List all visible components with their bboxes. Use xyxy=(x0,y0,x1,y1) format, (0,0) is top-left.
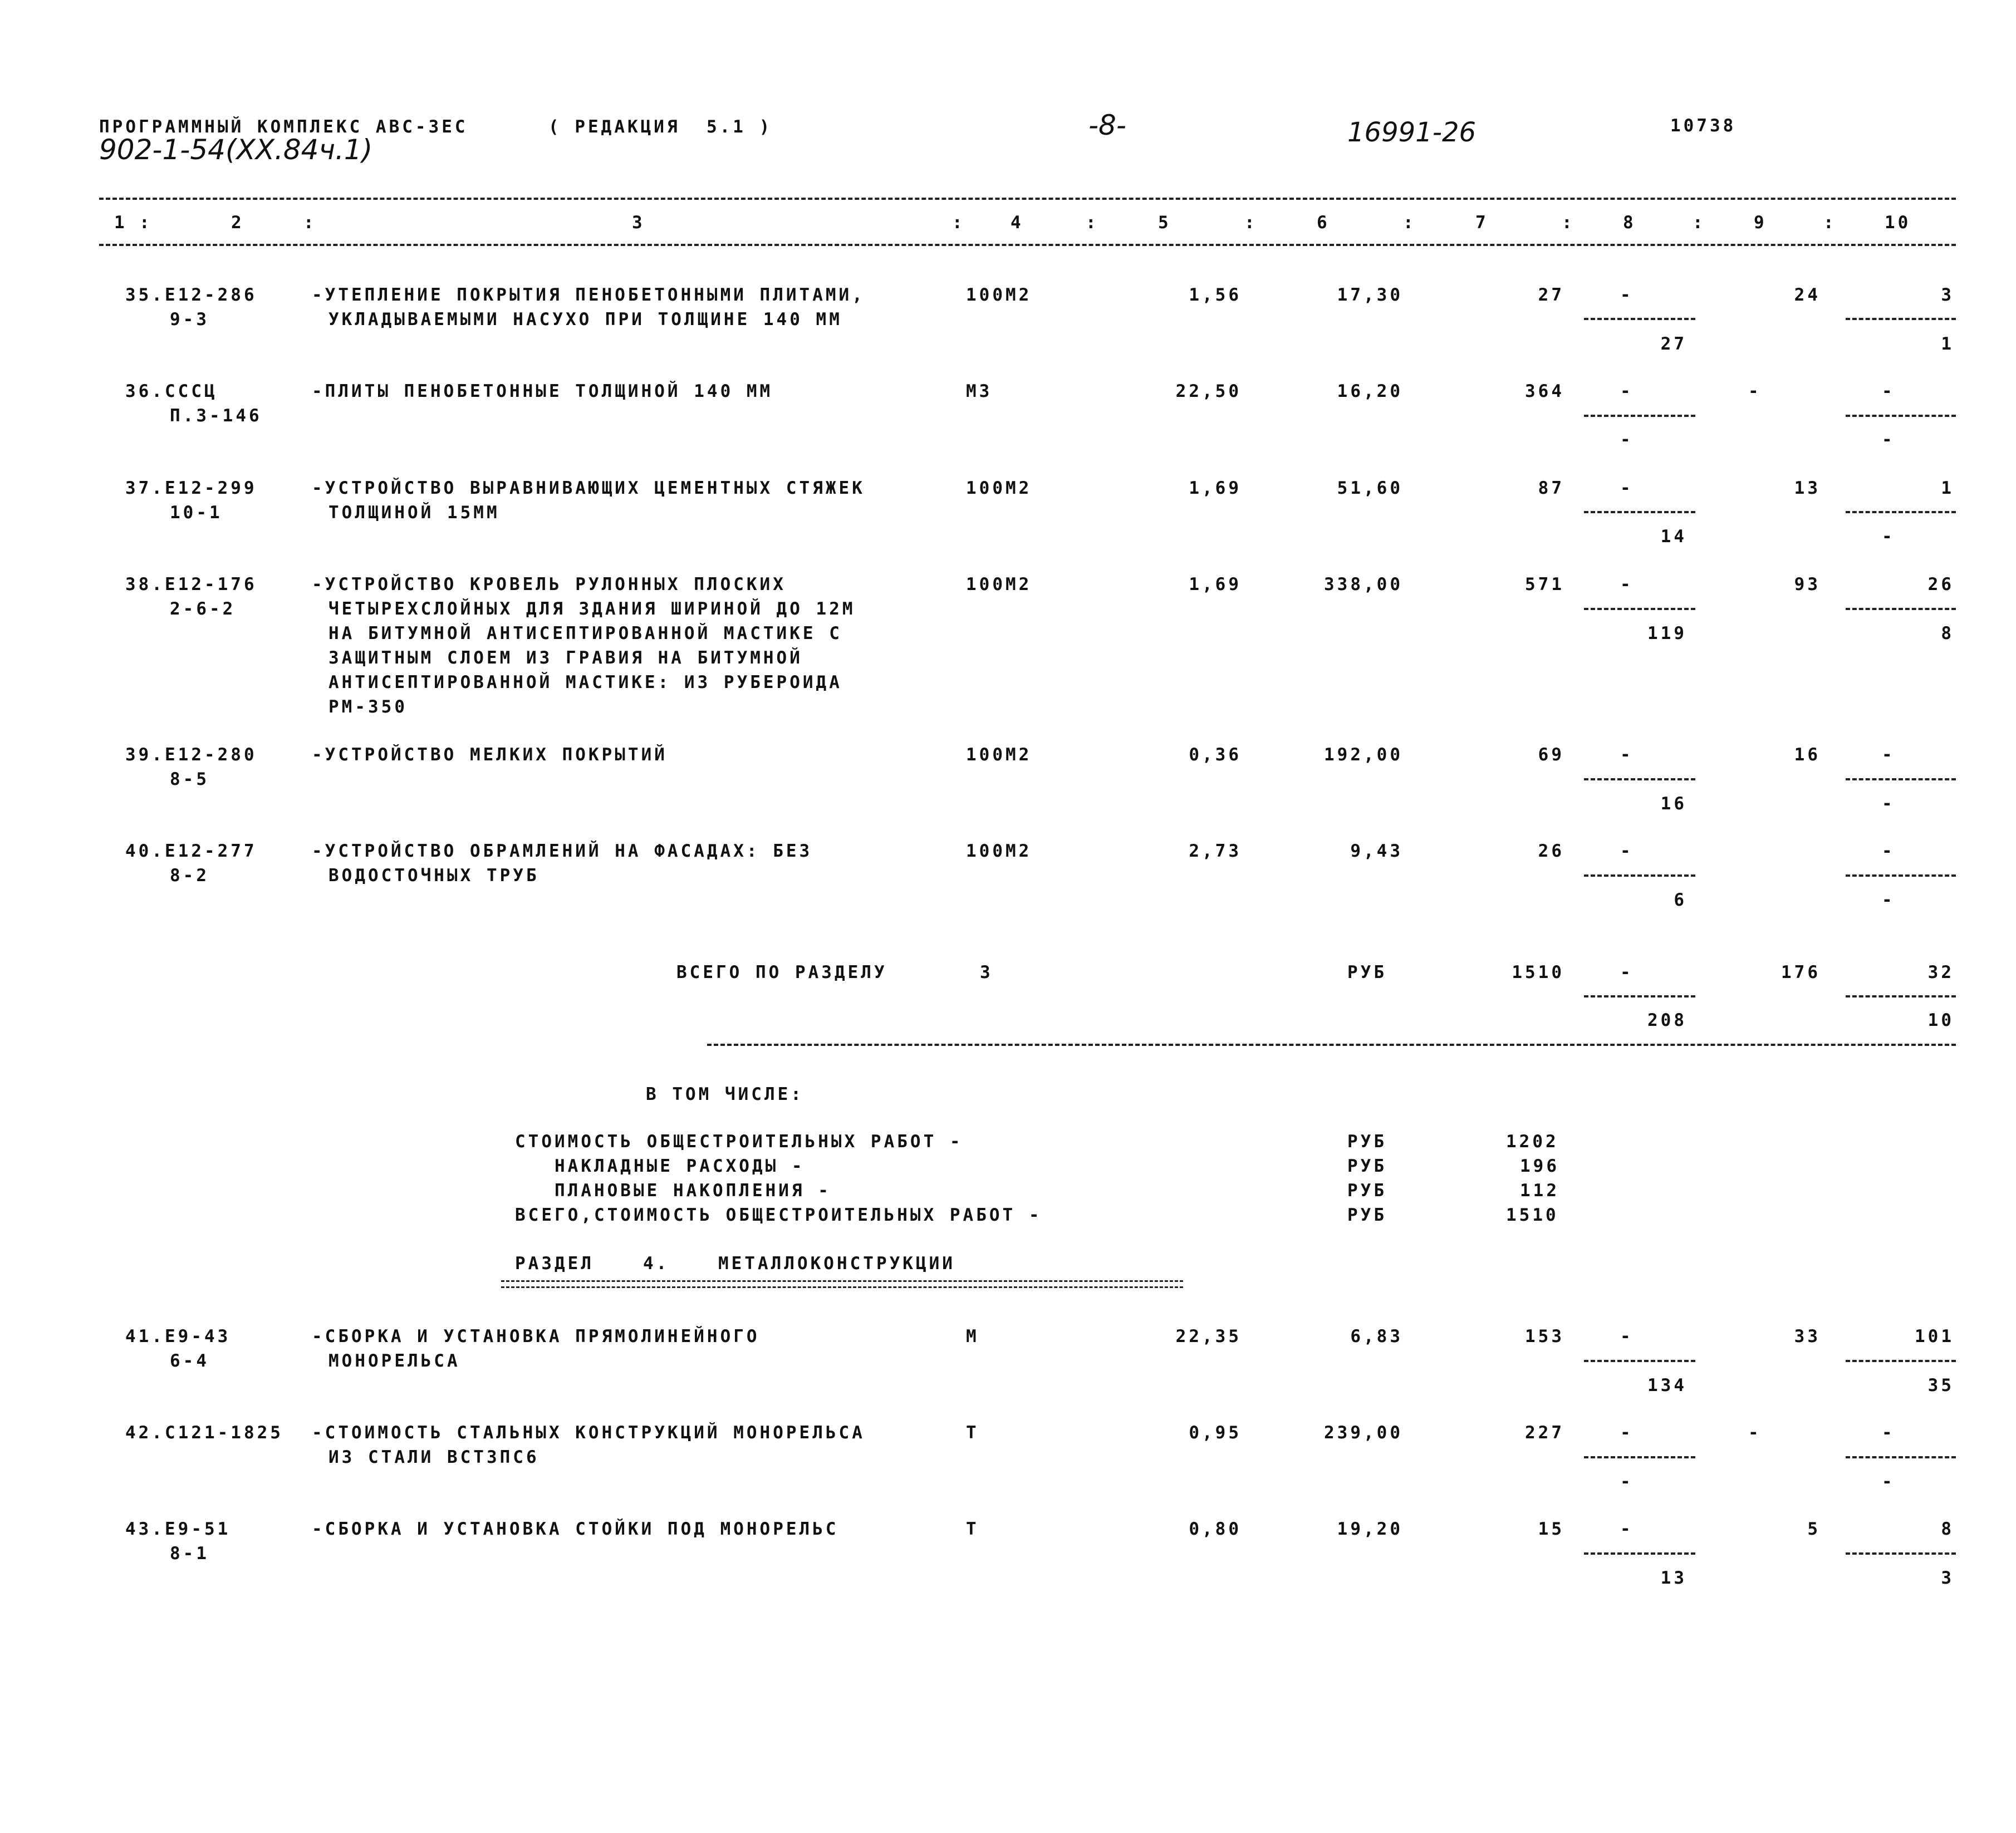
row-c8-bottom: - xyxy=(1620,430,1634,450)
code-number: 10738 xyxy=(1670,116,1737,136)
breakdown-value: 1202 xyxy=(1506,1132,1559,1152)
cell-divider xyxy=(1584,995,1695,997)
row-c8-bottom: 6 xyxy=(1674,890,1687,910)
row-c10-top: 1 xyxy=(1941,478,1954,498)
col-5: 5 xyxy=(1158,213,1171,233)
row-total: 69 xyxy=(1538,745,1564,765)
row-description: -ПЛИТЫ ПЕНОБЕТОННЫЕ ТОЛЩИНОЙ 140 ММ xyxy=(312,381,773,401)
row-description: МОНОРЕЛЬСА xyxy=(328,1351,460,1371)
row-total: 26 xyxy=(1538,841,1564,861)
cell-divider xyxy=(1846,608,1956,610)
cell-divider xyxy=(1846,995,1956,997)
col-1: 1 xyxy=(114,213,127,233)
row-c10-bottom: - xyxy=(1882,430,1895,450)
row-c9: - xyxy=(1748,1423,1762,1443)
row-price: 51,60 xyxy=(1337,478,1403,498)
row-quantity: 2,73 xyxy=(1189,841,1242,861)
row-c8-top: - xyxy=(1620,478,1634,498)
row-total: 153 xyxy=(1525,1326,1564,1347)
row-description: -УСТРОЙСТВО ВЫРАВНИВАЮЩИХ ЦЕМЕНТНЫХ СТЯЖЕК xyxy=(312,478,865,498)
section-total-label: ВСЕГО ПО РАЗДЕЛУ xyxy=(676,962,887,982)
col-9: 9 xyxy=(1754,213,1767,233)
breakdown-title: В ТОМ ЧИСЛЕ: xyxy=(646,1084,804,1104)
row-unit: 100М2 xyxy=(966,478,1032,498)
row-description: НА БИТУМНОЙ АНТИСЕПТИРОВАННОЙ МАСТИКЕ С xyxy=(328,623,842,643)
row-code: 35.Е12-286 xyxy=(125,285,257,305)
row-c10-top: - xyxy=(1882,1423,1895,1443)
row-unit: 100М2 xyxy=(966,841,1032,861)
row-quantity: 1,69 xyxy=(1189,574,1242,594)
row-c8-top: - xyxy=(1620,1423,1634,1443)
cell-divider xyxy=(1846,318,1956,320)
cell-divider xyxy=(1846,778,1956,780)
col-3: 3 xyxy=(632,213,645,233)
row-total: 227 xyxy=(1525,1423,1564,1443)
row-c10-top: 101 xyxy=(1915,1326,1954,1347)
cell-divider xyxy=(1846,1456,1956,1458)
row-c10-top: - xyxy=(1882,841,1895,861)
row-c10-top: 8 xyxy=(1941,1519,1954,1539)
row-code: 36.СССЦ xyxy=(125,381,218,401)
section-total-value: 1510 xyxy=(1512,962,1564,982)
row-c8-bottom: - xyxy=(1620,1472,1634,1492)
row-c10-bottom: - xyxy=(1882,527,1895,547)
breakdown-value: 112 xyxy=(1520,1181,1559,1201)
row-description: -СТОИМОСТЬ СТАЛЬНЫХ КОНСТРУКЦИЙ МОНОРЕЛЬСА xyxy=(312,1423,865,1443)
document-number: 16991-26 xyxy=(1347,117,1477,148)
row-quantity: 1,69 xyxy=(1189,478,1242,498)
row-price: 6,83 xyxy=(1350,1326,1403,1347)
row-c8-bottom: 119 xyxy=(1647,623,1687,643)
section-heading-label: РАЗДЕЛ xyxy=(515,1254,594,1274)
row-c10-bottom: - xyxy=(1882,1472,1895,1492)
header-rule-top xyxy=(99,198,1956,200)
row-c10-bottom: - xyxy=(1882,794,1895,814)
row-description: УКЛАДЫВАЕМЫМИ НАСУХО ПРИ ТОЛЩИНЕ 140 ММ xyxy=(328,309,842,330)
cell-divider xyxy=(1584,415,1695,417)
row-price: 338,00 xyxy=(1324,574,1403,594)
row-c8-bottom: 16 xyxy=(1660,794,1687,814)
row-subcode: 10-1 xyxy=(170,503,223,523)
row-c9: 93 xyxy=(1794,574,1821,594)
row-code: 37.Е12-299 xyxy=(125,478,257,498)
row-description: ТОЛЩИНОЙ 15ММ xyxy=(328,503,500,523)
row-subcode: 2-6-2 xyxy=(170,599,236,619)
row-c10-bottom: - xyxy=(1882,890,1895,910)
row-subcode: 8-1 xyxy=(170,1544,209,1564)
row-description: -УТЕПЛЕНИЕ ПОКРЫТИЯ ПЕНОБЕТОННЫМИ ПЛИТАМИ, xyxy=(312,285,865,305)
cell-divider xyxy=(1584,608,1695,610)
row-unit: 100М2 xyxy=(966,745,1032,765)
section-c8-top: - xyxy=(1620,962,1634,982)
cell-divider xyxy=(1584,1552,1695,1555)
cell-divider xyxy=(1846,1552,1956,1555)
row-c10-bottom: 35 xyxy=(1927,1375,1954,1395)
section-c9: 176 xyxy=(1781,962,1821,982)
row-c10-top: - xyxy=(1882,745,1895,765)
breakdown-label: ПЛАНОВЫЕ НАКОПЛЕНИЯ - xyxy=(515,1181,831,1201)
row-description: -УСТРОЙСТВО МЕЛКИХ ПОКРЫТИЙ xyxy=(312,745,668,765)
edition: ( РЕДАКЦИЯ 5.1 ) xyxy=(548,117,773,137)
cell-divider xyxy=(1846,511,1956,513)
cell-divider xyxy=(1584,1456,1695,1458)
row-description: -УСТРОЙСТВО ОБРАМЛЕНИЙ НА ФАСАДАХ: БЕЗ xyxy=(312,841,813,861)
breakdown-label: ВСЕГО,СТОИМОСТЬ ОБЩЕСТРОИТЕЛЬНЫХ РАБОТ - xyxy=(515,1205,1042,1225)
breakdown-value: 196 xyxy=(1520,1156,1559,1176)
row-unit: 100М2 xyxy=(966,285,1032,305)
row-subcode: 9-3 xyxy=(170,309,209,330)
row-price: 239,00 xyxy=(1324,1423,1403,1443)
cell-divider xyxy=(1846,874,1956,877)
row-total: 364 xyxy=(1525,381,1564,401)
section-heading-title: МЕТАЛЛОКОНСТРУКЦИИ xyxy=(718,1254,955,1274)
col-8: 8 xyxy=(1623,213,1636,233)
row-code: 40.Е12-277 xyxy=(125,841,257,861)
row-description: ЧЕТЫРЕХСЛОЙНЫХ ДЛЯ ЗДАНИЯ ШИРИНОЙ ДО 12М xyxy=(328,599,856,619)
estimate-page: ПРОГРАММНЫЙ КОМПЛЕКС АВС-3ЕС ( РЕДАКЦИЯ 5.1 ) 902-1-54(ХХ.84ч.1) -8- 16991-26 10738 1 2 3 4 5 6 7 8 9 10 : : : : : : : : : 35.Е12-286 9-3 -УТЕПЛЕНИЕ ПОКРЫТИЯ ПЕНОБЕТОННЫМИ ПЛИТАМИ, УКЛАДЫВАЕМЫМИ НАСУХО ПРИ ТОЛЩИНЕ 140 ММ 100М2 1,56 17,30 27 - 27 24 3 1 36.СССЦ П.3-146 -ПЛИТЫ ПЕНОБЕТОННЫЕ ТОЛЩИНОЙ 140 ММ М3 22,50 16,20 364 - - - - - 37.Е12-299 10-1 -УСТРОЙСТВО ВЫРАВНИВАЮЩИХ ЦЕМЕНТНЫХ СТЯЖЕК ТОЛЩИНОЙ 15ММ 100М2 1,69 51,60 87 - 14 13 1 - 38.Е12-176 2-6-2 -УСТРОЙСТВО КРОВЕЛЬ РУЛОННЫХ ПЛОСКИХ ЧЕТЫРЕХСЛОЙНЫХ ДЛЯ ЗДАНИЯ ШИРИНОЙ ДО 12М НА БИТУМНОЙ АНТИСЕПТИРОВАННОЙ МАСТИКЕ С ЗАЩИТНЫМ СЛОЕМ ИЗ ГРАВИЯ НА БИТУМНОЙ АНТИСЕПТИРОВАННОЙ МАСТИКЕ: ИЗ РУБЕРОИДА РМ-350 100М2 1,69 338,00 571 - 119 93 26 8 39.Е12-280 8-5 -УСТРОЙСТВО МЕЛКИХ ПОКРЫТИЙ 100М2 0,36 192,00 69 - 16 16 - - 40.Е12-277 8-2 -УСТРОЙСТВО ОБРАМЛЕНИЙ НА ФАСАДАХ: БЕЗ ВОДОСТОЧНЫХ ТРУБ 100М2 2,73 9,43 26 - 6 - - ВСЕГО ПО РАЗДЕЛУ 3 РУБ 1510 - 208 176 32 10 В ТОМ ЧИСЛЕ: СТОИМОСТЬ ОБЩЕСТРОИТЕЛЬНЫХ РАБОТ - РУБ 1202 НАКЛАДНЫЕ РАСХОДЫ - РУБ 196 ПЛАНОВЫЕ НАКОПЛЕНИЯ - РУБ 112 ВСЕГО,СТОИМОСТЬ ОБЩЕСТРОИТЕЛЬНЫХ РАБОТ - РУБ 1510 РАЗДЕЛ 4. МЕТАЛЛОКОНСТРУКЦИИ 41.Е9-43 6-4 -СБОРКА И УСТАНОВКА ПРЯМОЛИНЕЙНОГО МОНОРЕЛЬСА М 22,35 6,83 153 - 134 33 101 35 42.С121-1825 -СТОИМОСТЬ СТАЛЬНЫХ КОНСТРУКЦИЙ МОНОРЕЛЬСА ИЗ СТАЛИ ВСТ3ПС6 Т 0,95 239,00 227 - - - - - 43.Е9-51 8-1 -СБОРКА И УСТАНОВКА СТОЙКИ ПОД МОНОРЕЛЬС Т 0,80 19,20 15 - 13 5 8 3 xyxy=(0,0,2016,1833)
cell-divider xyxy=(1584,1360,1695,1362)
row-unit: Т xyxy=(966,1423,979,1443)
row-description: АНТИСЕПТИРОВАННОЙ МАСТИКЕ: ИЗ РУБЕРОИДА xyxy=(328,672,842,692)
header-rule-bottom xyxy=(99,244,1956,246)
row-price: 192,00 xyxy=(1324,745,1403,765)
cell-divider xyxy=(1584,511,1695,513)
section-rule xyxy=(707,1044,1956,1046)
row-quantity: 1,56 xyxy=(1189,285,1242,305)
row-c8-top: - xyxy=(1620,381,1634,401)
row-description: ЗАЩИТНЫМ СЛОЕМ ИЗ ГРАВИЯ НА БИТУМНОЙ xyxy=(328,648,803,668)
row-c8-top: - xyxy=(1620,841,1634,861)
page-number: -8- xyxy=(1088,109,1126,141)
row-code: 39.Е12-280 xyxy=(125,745,257,765)
row-c8-top: - xyxy=(1620,745,1634,765)
row-subcode: П.3-146 xyxy=(170,406,262,426)
section-c10-bottom: 10 xyxy=(1927,1010,1954,1030)
col-7: 7 xyxy=(1475,213,1489,233)
section-c8-bottom: 208 xyxy=(1647,1010,1687,1030)
row-unit: Т xyxy=(966,1519,979,1539)
col-4: 4 xyxy=(1011,213,1024,233)
row-code: 41.Е9-43 xyxy=(125,1326,231,1347)
row-unit: 100М2 xyxy=(966,574,1032,594)
breakdown-unit: РУБ xyxy=(1347,1181,1387,1201)
row-quantity: 0,95 xyxy=(1189,1423,1242,1443)
row-c8-top: - xyxy=(1620,1519,1634,1539)
row-subcode: 8-5 xyxy=(170,769,209,789)
row-c9: - xyxy=(1748,381,1762,401)
row-total: 571 xyxy=(1525,574,1564,594)
row-description: -СБОРКА И УСТАНОВКА ПРЯМОЛИНЕЙНОГО xyxy=(312,1326,760,1347)
row-total: 87 xyxy=(1538,478,1564,498)
col-2: 2 xyxy=(231,213,244,233)
row-code: 42.С121-1825 xyxy=(125,1423,283,1443)
row-c8-top: - xyxy=(1620,1326,1634,1347)
breakdown-unit: РУБ xyxy=(1347,1156,1387,1176)
row-total: 15 xyxy=(1538,1519,1564,1539)
row-c8-bottom: 14 xyxy=(1660,527,1687,547)
row-price: 9,43 xyxy=(1350,841,1403,861)
cell-divider xyxy=(1584,778,1695,780)
row-description: -УСТРОЙСТВО КРОВЕЛЬ РУЛОННЫХ ПЛОСКИХ xyxy=(312,574,786,594)
row-c9: 5 xyxy=(1807,1519,1821,1539)
row-price: 16,20 xyxy=(1337,381,1403,401)
program-name: ПРОГРАММНЫЙ КОМПЛЕКС АВС-3ЕС xyxy=(99,117,468,137)
section-c10-top: 32 xyxy=(1927,962,1954,982)
cell-divider xyxy=(1846,415,1956,417)
breakdown-label: СТОИМОСТЬ ОБЩЕСТРОИТЕЛЬНЫХ РАБОТ - xyxy=(515,1132,963,1152)
cell-divider xyxy=(1584,318,1695,320)
row-c10-top: - xyxy=(1882,381,1895,401)
row-quantity: 22,50 xyxy=(1175,381,1242,401)
col-10: 10 xyxy=(1885,213,1911,233)
section-heading-underline xyxy=(501,1280,1183,1288)
section-number: 3 xyxy=(980,962,993,982)
row-code: 38.Е12-176 xyxy=(125,574,257,594)
row-c8-bottom: 27 xyxy=(1660,334,1687,354)
row-c9: 16 xyxy=(1794,745,1821,765)
row-c8-bottom: 13 xyxy=(1660,1568,1687,1588)
row-unit: М xyxy=(966,1326,979,1347)
row-unit: М3 xyxy=(966,381,993,401)
row-c10-bottom: 1 xyxy=(1941,334,1954,354)
row-c8-top: - xyxy=(1620,574,1634,594)
row-c8-top: - xyxy=(1620,285,1634,305)
row-code: 43.Е9-51 xyxy=(125,1519,231,1539)
section-heading-number: 4. xyxy=(643,1254,670,1274)
row-c9: 33 xyxy=(1794,1326,1821,1347)
row-c10-bottom: 8 xyxy=(1941,623,1954,643)
row-quantity: 0,80 xyxy=(1189,1519,1242,1539)
row-c10-top: 3 xyxy=(1941,285,1954,305)
row-description: РМ-350 xyxy=(328,697,408,717)
breakdown-value: 1510 xyxy=(1506,1205,1559,1225)
row-total: 27 xyxy=(1538,285,1564,305)
col-6: 6 xyxy=(1317,213,1330,233)
row-c9: 24 xyxy=(1794,285,1821,305)
project-number: 902-1-54(ХХ.84ч.1) xyxy=(99,134,373,166)
row-subcode: 6-4 xyxy=(170,1351,209,1371)
row-quantity: 0,36 xyxy=(1189,745,1242,765)
row-c9: 13 xyxy=(1794,478,1821,498)
breakdown-unit: РУБ xyxy=(1347,1132,1387,1152)
row-description: ВОДОСТОЧНЫХ ТРУБ xyxy=(328,866,539,886)
row-description: ИЗ СТАЛИ ВСТ3ПС6 xyxy=(328,1447,539,1467)
cell-divider xyxy=(1846,1360,1956,1362)
section-total-unit: РУБ xyxy=(1347,962,1387,982)
row-quantity: 22,35 xyxy=(1175,1326,1242,1347)
row-price: 19,20 xyxy=(1337,1519,1403,1539)
breakdown-unit: РУБ xyxy=(1347,1205,1387,1225)
row-description: -СБОРКА И УСТАНОВКА СТОЙКИ ПОД МОНОРЕЛЬС xyxy=(312,1519,839,1539)
row-c8-bottom: 134 xyxy=(1647,1375,1687,1395)
row-price: 17,30 xyxy=(1337,285,1403,305)
cell-divider xyxy=(1584,874,1695,877)
row-c10-bottom: 3 xyxy=(1941,1568,1954,1588)
row-subcode: 8-2 xyxy=(170,866,209,886)
row-c10-top: 26 xyxy=(1927,574,1954,594)
breakdown-label: НАКЛАДНЫЕ РАСХОДЫ - xyxy=(515,1156,805,1176)
